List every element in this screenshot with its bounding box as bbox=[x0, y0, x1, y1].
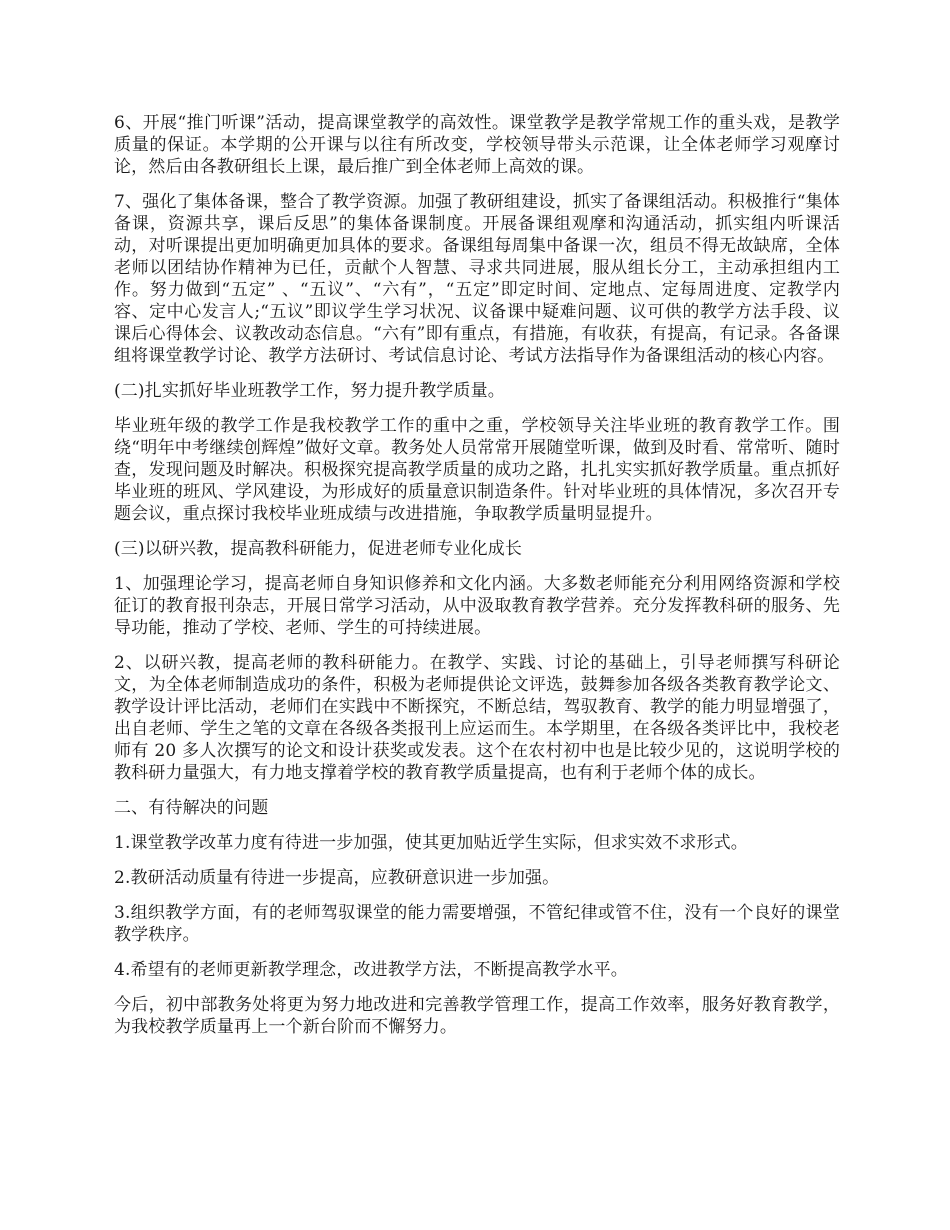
section-heading-2: (二)扎实抓好毕业班教学工作，努力提升教学质量。 bbox=[114, 381, 505, 401]
paragraph-item-research-1: 1、加强理论学习，提高老师自身知识修养和文化内涵。大多数老师能充分利用网络资源和学校征订的教育报刊杂志，开展日常学习活动，从中汲取教育教学营养。充分发挥教科研的服务、先导功能，推动了学校、老师、学生的可持续进展。 bbox=[114, 574, 840, 638]
paragraph-item-7: 7、强化了集体备课，整合了教学资源。加强了教研组建设，抓实了备课组活动。积极推行“集体备课，资源共享，课后反思”的集体备课制度。开展备课组观摩和沟通活动，抓实组内听课活动，对听课提出更加明确更加具体的要求。备课组每周集中备课一次，组员不得无故缺席，全体老师以团结协作精神为已任，贡献个人智慧、寻求共同进展，服从组长分工，主动承担组内工作。努力做到“五定” 、“五议”、“六有”，“五定”即定时间、定地点、定每周进度、定教学内容、定中心发言人;“五议”即议学生学习状况、议备课中疑难问题、议可供的教学方法手段、议课后心得体会、议教改动态信息。“六有”即有重点，有措施，有收获，有提高，有记录。各备课组将课堂教学讨论、教学方法研讨、考试信息讨论、考试方法指导作为备课组活动的核心内容。 bbox=[114, 192, 840, 366]
problem-item-1: 1.课堂教学改革力度有待进一步加强，使其更加贴近学生实际，但求实效不求形式。 bbox=[114, 833, 748, 853]
problem-item-2: 2.教研活动质量有待进一步提高，应教研意识进一步加强。 bbox=[114, 868, 560, 888]
section-heading-problems: 二、有待解决的问题 bbox=[114, 798, 269, 818]
closing-paragraph: 今后，初中部教务处将更为努力地改进和完善教学管理工作，提高工作效率，服务好教育教学，为我校教学质量再上一个新台阶而不懈努力。 bbox=[114, 995, 840, 1037]
problem-item-3: 3.组织教学方面，有的老师驾驭课堂的能力需要增强，不管纪律或管不住，没有一个良好的课堂教学秩序。 bbox=[114, 903, 840, 945]
problem-item-4: 4.希望有的老师更新教学理念，改进教学方法，不断提高教学水平。 bbox=[114, 960, 628, 980]
paragraph-item-6: 6、开展“推门听课”活动，提高课堂教学的高效性。课堂教学是教学常规工作的重头戏，是教学质量的保证。本学期的公开课与以往有所改变，学校领导带头示范课，让全体老师学习观摩讨论，然后由各教研组长上课，最后推广到全体老师上高效的课。 bbox=[114, 113, 840, 177]
paragraph-item-research-2: 2、以研兴教，提高老师的教科研能力。在教学、实践、讨论的基础上，引导老师撰写科研论文，为全体老师制造成功的条件，积极为老师提供论文评选，鼓舞参加各级各类教育教学论文、教学设计评比活动，老师们在实践中不断探究，不断总结，驾驭教育、教学的能力明显增强了，出自老师、学生之笔的文章在各级各类报刊上应运而生。本学期里，在各级各类评比中，我校老师有 20 多人次撰写的论文和设计获奖或发表。这个在农村初中也是比较少见的，这说明学校的教科研力量强大，有力地支撑着学校的教育教学质量提高，也有利于老师个体的成长。 bbox=[114, 653, 840, 783]
paragraph-graduating-class: 毕业班年级的教学工作是我校教学工作的重中之重，学校领导关注毕业班的教育教学工作。围绕“明年中考继续创辉煌”做好文章。教务处人员常常开展随堂听课，做到及时看、常常听、随时查，发现问题及时解决。积极探究提高教学质量的成功之路，扎扎实实抓好教学质量。重点抓好毕业班的班风、学风建设，为形成好的质量意识制造条件。针对毕业班的具体情况，多次召开专题会议，重点探讨我校毕业班成绩与改进措施，争取教学质量明显提升。 bbox=[114, 416, 840, 524]
section-heading-3: (三)以研兴教，提高教科研能力，促进老师专业化成长 bbox=[114, 539, 523, 559]
